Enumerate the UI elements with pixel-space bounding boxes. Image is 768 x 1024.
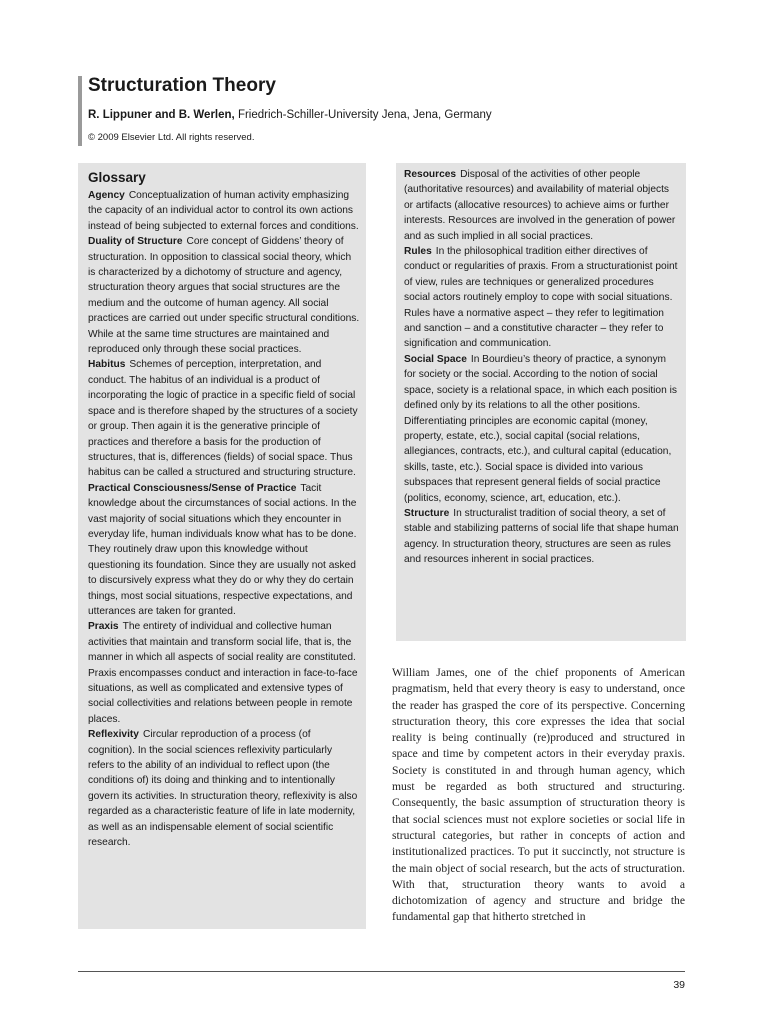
glossary-definition: In the philosophical tradition either directives of conduct or regularities of praxis. From a structurationist point of view, rules are techniques or generalized procedures social actors routinely employ to cope with social situations. Rules have a normative aspect – they refer to legitimation and sanction – and a constitutive character – they refer to signification and communication. bbox=[404, 246, 678, 350]
glossary-definition: Conceptualization of human activity emphasizing the capacity of an individual actor to control its own actions instead of being subjected to external forces and conditions. bbox=[88, 190, 359, 232]
glossary-definition: Circular reproduction of a process (of cognition). In the social sciences reflexivity particularly refers to the ability of an individual to reflect upon (the conditions of) its doing and thinking and to intentionally govern its activities. In structuration theory, reflexivity is also regarded as a characteristic feature of life in late modernity, as well as an indispensable element of social scientific research. bbox=[88, 729, 358, 849]
glossary-term: Duality of Structure bbox=[88, 236, 183, 248]
glossary-entry bbox=[88, 481, 360, 620]
glossary-definition: Core concept of Giddens’ theory of structuration. In opposition to classical social theory, which is characterized by a dichotomy of structure and agency, structuration theory argues that social structures are the medium and the outcome of human agency. All social practices are carried out under specific structural conditions. While at the same time structures are maintained and reproduced only through these social practices. bbox=[88, 236, 360, 356]
body-paragraph: William James, one of the chief proponents of American pragmatism, held that every theory is easy to understand, once the reader has grasped the core of its perspective. Concerning structuration theory, this core expresses the idea that social reality is being continually (re)produced and structured in space and time by competent actors in their everyday praxis. Society is constituted in and through human agency, which must be regarded as both structured and structuring. Consequently, the basic assumption of structuration theory is that social sciences must not explore societies or social life in structural categories, but rather in concepts of action and institutionalized practices. To put it succinctly, not structure is the main object of social research, but the acts of structuration. With that, structuration theory wants to avoid a dichotomization of agency and structure and bridge the fundamental gap that hitherto stretched in bbox=[392, 666, 685, 924]
glossary-term: Rules bbox=[404, 246, 432, 258]
glossary-entry bbox=[404, 244, 680, 352]
glossary-term: Social Space bbox=[404, 353, 467, 365]
glossary-term: Habitus bbox=[88, 359, 126, 371]
glossary-entry bbox=[88, 188, 360, 234]
glossary-entry bbox=[88, 357, 360, 480]
author-line bbox=[88, 107, 492, 123]
glossary-definition: The entirety of individual and collective human activities that maintain and transform social life, that is, the manner in which all aspects of social reality are constituted. Praxis encompasses conduct and interaction in face-to-face situations, as well as complicated and extensive types of social collectivities and relations between people in remote places. bbox=[88, 621, 358, 725]
glossary-entry bbox=[404, 167, 680, 244]
glossary-entry bbox=[404, 506, 680, 568]
footer-divider bbox=[78, 971, 685, 972]
glossary-box-right bbox=[396, 163, 686, 641]
glossary-term: Structure bbox=[404, 507, 450, 519]
page-number: 39 bbox=[673, 979, 685, 991]
glossary-definition: In structuralist tradition of social theory, a set of stable and stabilizing patterns of social life that shape human agency. In structuration theory, structures are seen as rules and resources inherent in social practices. bbox=[404, 507, 679, 566]
author-names: R. Lippuner and B. Werlen, bbox=[88, 109, 235, 121]
article-title: Structuration Theory bbox=[88, 75, 276, 96]
glossary-entry bbox=[404, 352, 680, 506]
glossary-term: Praxis bbox=[88, 621, 119, 633]
glossary-heading: Glossary bbox=[88, 170, 146, 185]
glossary-definition: In Bourdieu’s theory of practice, a synonym for society or the social. According to the notion of social space, society is a relational space, in which each position is defined only by its relations to all the other positions. Differentiating principles are economic capital (money, property, estate, etc.), social capital (social relations, allegiances, contracts, etc.), and cultural capital (education, skills, taste, etc.). Social space is divided into various subspaces that represent general fields of social practice (politics, economy, science, art, education, etc.). bbox=[404, 353, 677, 504]
glossary-entry bbox=[88, 727, 360, 850]
glossary-entry bbox=[88, 619, 360, 727]
glossary-term: Agency bbox=[88, 190, 125, 201]
author-affiliation: Friedrich-Schiller-University Jena, Jena, Germany bbox=[234, 109, 492, 121]
glossary-term: Practical Consciousness/Sense of Practice bbox=[88, 482, 297, 494]
glossary-entry bbox=[88, 234, 360, 357]
glossary-definition: Tacit knowledge about the circumstances of social actions. In the vast majority of social situations which they encounter in everyday life, human individuals know what has to be done. They routinely draw upon this knowledge without questioning its foundation. Since they are usually not asked to discursively express what they do or why they do certain things, most social situations, respective expectations, and utterances are taken for granted. bbox=[88, 482, 357, 617]
glossary-definition: Schemes of perception, interpretation, and conduct. The habitus of an individual is a product of incorporating the logic of practice in a specific field of social space and is therefore shaped by the structures of a society or group. Then again it is the generative principle of practices and therefore a basis for the production of structures, that is, differences (fields) of social space. Thus habitus can be called a structured and structuring structure. bbox=[88, 359, 358, 479]
copyright-notice: © 2009 Elsevier Ltd. All rights reserved. bbox=[88, 132, 255, 143]
glossary-term: Reflexivity bbox=[88, 729, 139, 741]
glossary-definition: Disposal of the activities of other people (authoritative resources) and availability of material objects or artifacts (allocative resources) to achieve aims or further interests. Resources are involved in the generation of power and as such implied in all social practices. bbox=[404, 169, 676, 242]
glossary-term: Resources bbox=[404, 169, 457, 180]
title-accent-bar bbox=[78, 76, 82, 146]
glossary-box-left bbox=[78, 163, 366, 929]
